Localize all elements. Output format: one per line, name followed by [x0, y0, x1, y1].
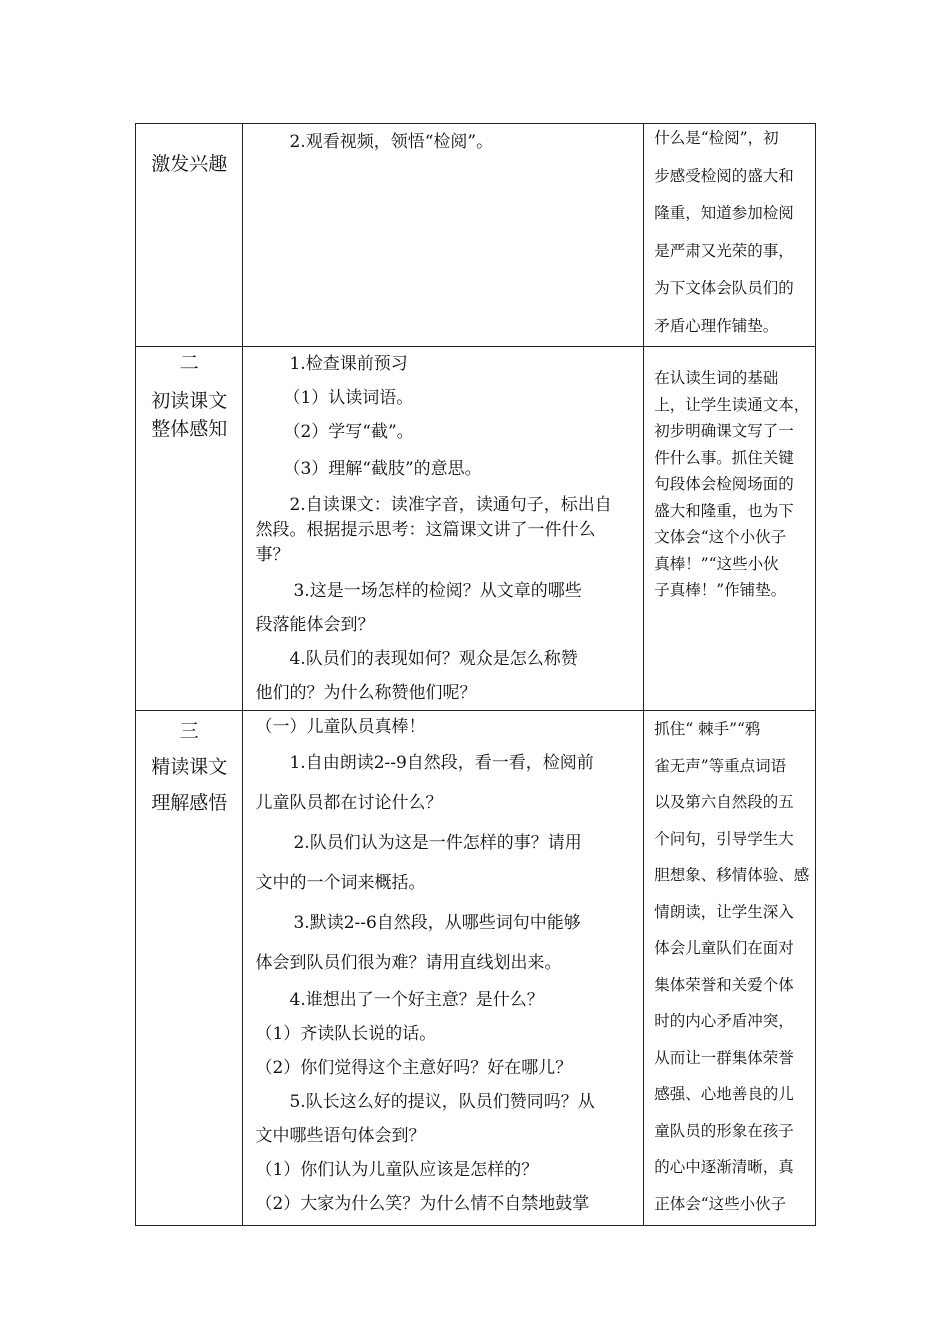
note-line: 初步明确课文写了一 [654, 422, 794, 440]
note-line: 是严肃又光荣的事， [654, 241, 794, 260]
note-line: 句段体会检阅场面的 [654, 475, 794, 493]
content-line: 2.自读课文：读准字音，读通句子，标出自 [289, 495, 612, 515]
note-line: 集体荣誉和关爱个体 [654, 975, 794, 994]
stage-cell [136, 347, 243, 711]
stage-title: 整体感知 [151, 418, 228, 440]
stage-cell [136, 124, 243, 347]
stage-title: 激发兴趣 [151, 153, 228, 175]
note-line: 什么是“检阅”，初 [654, 129, 779, 147]
content-line: （一）儿童队员真棒！ [255, 717, 426, 737]
content-cell [243, 347, 644, 711]
content-line: （1）认读词语。 [283, 388, 414, 408]
content-cell [243, 711, 644, 1226]
content-line: （2）大家为什么笑？为什么情不自禁地鼓掌 [255, 1194, 590, 1214]
note-line: 从而让一群集体荣誉 [654, 1048, 794, 1067]
note-line: 的心中逐渐清晰，真 [654, 1158, 794, 1176]
content-line: 文中的一个词来概括。 [255, 873, 426, 893]
content-line: （2）学写“截”。 [283, 422, 414, 442]
note-line: 文体会“这个小伙子 [654, 528, 787, 546]
stage-title: 初读课文 [151, 390, 228, 412]
note-cell [644, 124, 816, 347]
content-line: （1）你们认为儿童队应该是怎样的？ [255, 1160, 539, 1180]
note-line: 为下文体会队员们的 [654, 279, 794, 297]
note-line: 感强、心地善良的儿 [654, 1085, 794, 1103]
content-line: 文中哪些语句体会到？ [255, 1126, 426, 1146]
note-cell [644, 711, 816, 1226]
stage-cell [136, 711, 243, 1226]
table-row [136, 711, 816, 1226]
note-line: 抓住“ 棘手”“鸦 [654, 720, 761, 738]
content-line: 1.检查课前预习 [289, 354, 408, 374]
note-line: 真棒！”“这些小伙 [654, 554, 779, 573]
note-line: 以及第六自然段的五 [654, 793, 794, 811]
note-line: 体会儿童队们在面对 [654, 939, 794, 957]
content-line: 事？ [255, 545, 290, 565]
content-line: 他们的？为什么称赞他们呢？ [255, 683, 477, 703]
note-line: 子真棒！”作铺垫。 [654, 581, 787, 599]
stage-number: 三 [179, 720, 199, 742]
content-line: 儿童队员都在讨论什么？ [255, 793, 443, 813]
content-line: 然段。根据提示思考：这篇课文讲了一件什么 [255, 520, 596, 540]
stage-number: 二 [179, 352, 199, 374]
table-row [136, 347, 816, 711]
content-line: （3）理解“截肢”的意思。 [283, 459, 482, 479]
content-line: （2）你们觉得这个主意好吗？好在哪儿？ [255, 1058, 573, 1078]
note-line: 在认读生词的基础 [654, 369, 779, 387]
content-line: 2.队员们认为这是一件怎样的事？请用 [293, 833, 582, 853]
note-line: 步感受检阅的盛大和 [654, 166, 794, 185]
content-line: 4.队员们的表现如何？观众是怎么称赞 [289, 649, 578, 669]
note-line: 个问句，引导学生大 [654, 829, 794, 848]
note-line: 雀无声”等重点词语 [654, 756, 787, 775]
note-line: 矛盾心理作铺垫。 [654, 316, 779, 335]
note-line: 盛大和隆重，也为下 [654, 501, 794, 520]
lesson-plan-table [135, 123, 816, 1226]
content-line: 4.谁想出了一个好主意？是什么？ [289, 990, 544, 1010]
note-line: 胆想象、移情体验、感 [654, 866, 810, 884]
note-cell [644, 347, 816, 711]
content-line: 5.队长这么好的提议，队员们赞同吗？从 [289, 1092, 595, 1112]
content-cell [243, 124, 644, 347]
content-line: 2.观看视频，领悟“检阅”。 [289, 132, 494, 152]
note-line: 上，让学生读通文本， [654, 395, 810, 414]
note-line: 隆重，知道参加检阅 [654, 204, 794, 222]
content-line: 3.默读2--6自然段，从哪些词句中能够 [293, 913, 581, 933]
content-line: 3.这是一场怎样的检阅？从文章的哪些 [293, 581, 582, 601]
table-row [136, 124, 816, 347]
note-line: 童队员的形象在孩子 [654, 1121, 794, 1140]
note-line: 正体会“这些小伙子 [654, 1194, 787, 1213]
content-line: 体会到队员们很为难？请用直线划出来。 [255, 953, 562, 973]
note-line: 情朗读，让学生深入 [654, 902, 794, 921]
note-line: 件什么事。抓住关键 [654, 448, 794, 467]
content-line: 段落能体会到？ [255, 615, 375, 635]
stage-title: 精读课文 [151, 756, 228, 778]
note-line: 时的内心矛盾冲突， [654, 1012, 794, 1030]
stage-title: 理解感悟 [151, 792, 228, 814]
content-line: 1.自由朗读2--9自然段，看一看，检阅前 [289, 753, 594, 773]
content-line: （1）齐读队长说的话。 [255, 1024, 437, 1044]
